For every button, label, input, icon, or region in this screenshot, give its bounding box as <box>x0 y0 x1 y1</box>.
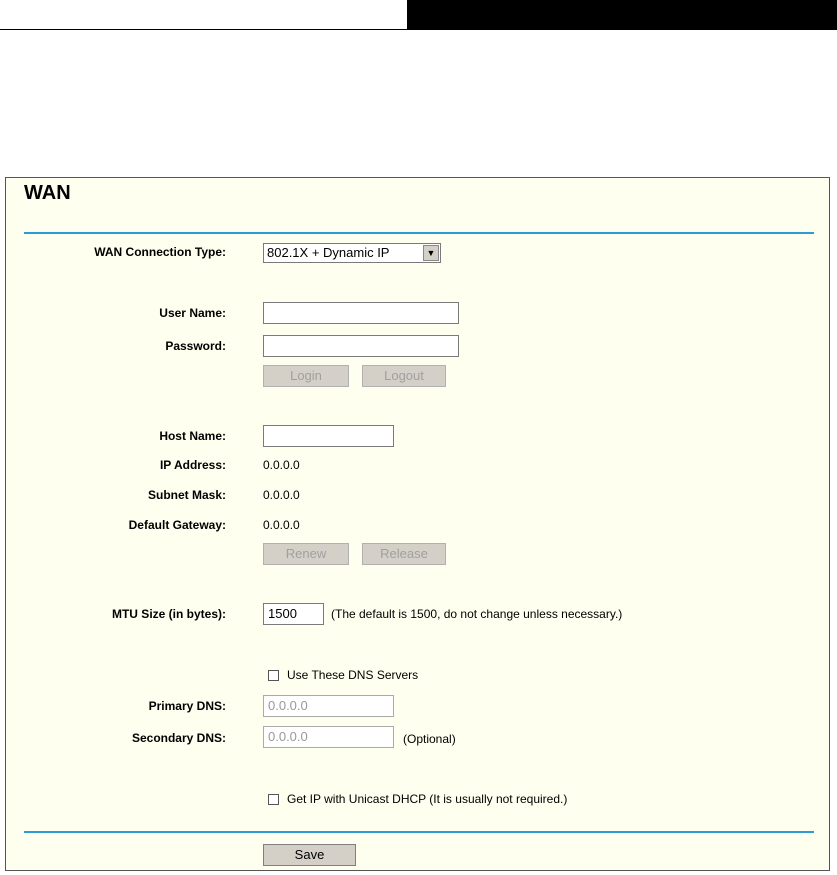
top-divider <box>24 232 814 234</box>
save-button[interactable]: Save <box>263 844 356 866</box>
header-bar <box>407 0 837 29</box>
host-name-label: Host Name: <box>159 429 226 443</box>
mtu-label: MTU Size (in bytes): <box>111 607 226 621</box>
ip-address-value: 0.0.0.0 <box>263 458 300 472</box>
renew-button[interactable]: Renew <box>263 543 349 565</box>
primary-dns-label: Primary DNS: <box>148 699 226 713</box>
page-title: WAN <box>24 182 71 204</box>
dns-checkbox[interactable] <box>268 670 279 681</box>
ip-address-label: IP Address: <box>159 458 226 472</box>
secondary-dns-input[interactable]: 0.0.0.0 <box>263 726 394 748</box>
connection-type-select[interactable] <box>263 243 441 263</box>
connection-type-value: 802.1X + Dynamic IP <box>267 245 390 260</box>
user-name-label: User Name: <box>159 306 226 320</box>
logout-button[interactable]: Logout <box>362 365 446 387</box>
default-gateway-label: Default Gateway: <box>128 518 226 532</box>
connection-type-label: WAN Connection Type: <box>94 245 226 259</box>
release-button[interactable]: Release <box>362 543 446 565</box>
password-input[interactable] <box>263 335 459 357</box>
host-name-input[interactable] <box>263 425 394 447</box>
mtu-input[interactable]: 1500 <box>263 603 324 625</box>
unicast-dhcp-checkbox[interactable] <box>268 794 279 805</box>
optional-note: (Optional) <box>403 732 456 746</box>
chevron-down-icon[interactable]: ▼ <box>423 245 439 261</box>
primary-dns-input[interactable]: 0.0.0.0 <box>263 695 394 717</box>
subnet-mask-label: Subnet Mask: <box>147 488 226 502</box>
wan-panel <box>5 177 830 871</box>
unicast-dhcp-checkbox-label: Get IP with Unicast DHCP (It is usually not required.) <box>287 792 568 806</box>
subnet-mask-value: 0.0.0.0 <box>263 488 300 502</box>
header-rule <box>0 29 837 30</box>
secondary-dns-label: Secondary DNS: <box>131 731 226 745</box>
password-label: Password: <box>165 339 226 353</box>
user-name-input[interactable] <box>263 302 459 324</box>
login-button[interactable]: Login <box>263 365 349 387</box>
dns-checkbox-label: Use These DNS Servers <box>287 668 419 682</box>
bottom-divider <box>24 831 814 833</box>
default-gateway-value: 0.0.0.0 <box>263 518 300 532</box>
mtu-note: (The default is 1500, do not change unless necessary.) <box>331 607 623 621</box>
